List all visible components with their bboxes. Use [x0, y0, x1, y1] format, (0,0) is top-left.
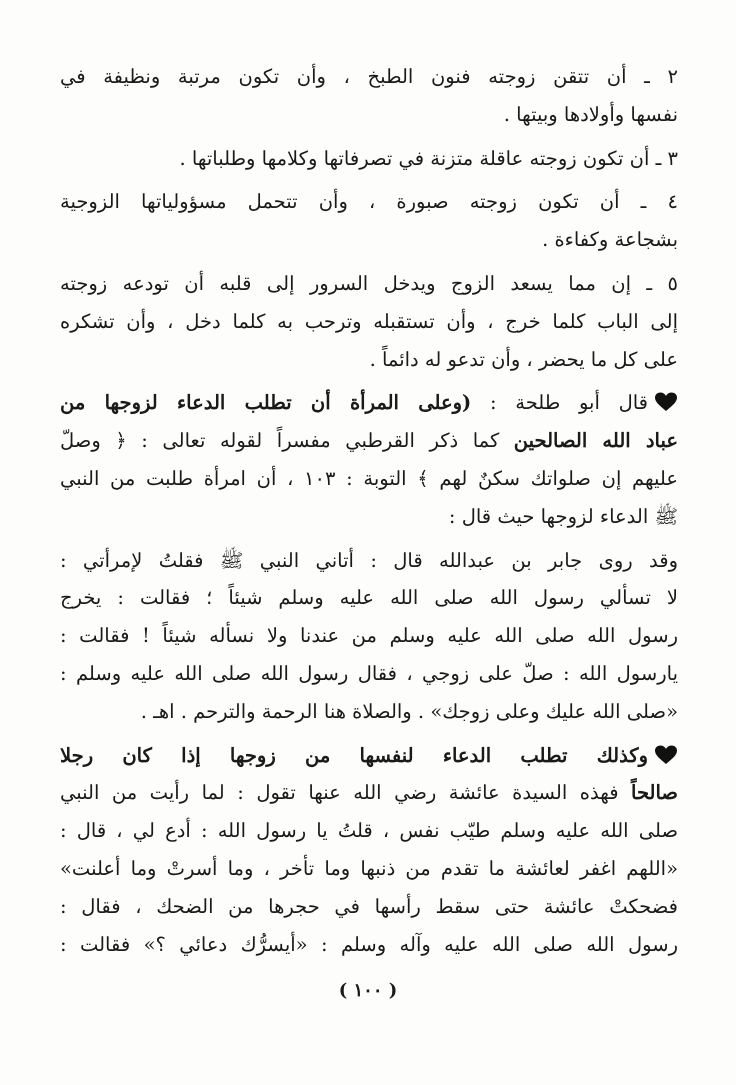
bold-text-segment: وكذلك تطلب الدعاء لنفسها من زوجها إذا كان رجلا	[60, 743, 648, 767]
text-line: صلى الله عليه وسلم طيّب نفس ، قلتُ يا رسول الله : أدع لي ، قال :	[60, 819, 678, 843]
text-line: نفسها وأولادها وبيتها .	[503, 102, 678, 126]
text-line: ﷺ الدعاء لزوجها حيث قال :	[448, 504, 678, 528]
page-number: ( ١٠٠ )	[338, 980, 398, 1001]
text-line: يارسول الله : صلّ على زوجي ، فقال رسول الله صلى الله عليه وسلم :	[60, 661, 678, 685]
text-segment: قال أبو طلحة :	[471, 391, 649, 415]
text-line: ٢ ـ أن تتقن زوجته فنون الطبخ ، وأن تكون مرتبة ونظيفة في	[60, 65, 678, 88]
bold-text-segment: (وعلى المرأة أن تطلب الدعاء لزوجها من	[60, 391, 472, 415]
text-line: «اللهم اغفر لعائشة ما تقدم من ذنبها وما تأخر ، وما أسرتْ وما أعلنت»	[60, 856, 678, 880]
document-body	[60, 58, 678, 963]
text-line: بشجاعة وكفاءة .	[542, 228, 678, 252]
text-segment: كما ذكر القرطبي مفسراً لقوله تعالى : ﴿ وصلّ	[60, 429, 514, 453]
text-line	[60, 774, 678, 812]
text-line: ٤ ـ أن تكون زوجته صبورة ، وأن تتحمل مسؤولياتها الزوجية	[60, 190, 678, 214]
text-line: ٣ ـ أن تكون زوجته عاقلة متزنة في تصرفاتها وكلامها وطلباتها .	[179, 146, 678, 170]
text-line: رسول الله صلى الله عليه وآله وسلم : «أيسرُّك دعائي ؟» فقالت :	[60, 932, 678, 956]
text-line: رسول الله صلى الله عليه وسلم من عندنا ولا نسأله شيئاً ! فقالت :	[60, 624, 678, 648]
bold-text-segment: عباد الله الصالحين	[513, 429, 678, 453]
text-line	[60, 737, 678, 775]
text-line: وقد روى جابر بن عبدالله قال : أتاني النبي ﷺ فقلتُ لإمرأتي :	[60, 548, 678, 572]
text-line: ٥ ـ إن مما يسعد الزوج ويدخل السرور إلى قلبه أن تودعه زوجته	[60, 271, 678, 295]
text-line: عليهم إن صلواتك سكنٌ لهم ﴾ التوبة : ١٠٣ ، أن امرأة طلبت من النبي	[60, 466, 678, 490]
text-line: على كل ما يحضر ، وأن تدعو له دائماً .	[369, 347, 678, 371]
text-line: «صلى الله عليك وعلى زوجك» . والصلاة هنا الرحمة والترحم . اهـ .	[140, 699, 678, 723]
text-line: إلى الباب كلما خرج ، وأن تستقبله وترحب به كلما دخل ، وأن تشكره	[60, 309, 678, 333]
text-line: لا تسألي رسول الله صلى الله عليه وسلم شيئاً ؛ فقالت : يخرج	[60, 586, 678, 610]
text-line	[60, 384, 678, 422]
heart-icon	[654, 392, 678, 412]
text-line: فضحكتْ عائشة حتى سقط رأسها في حجرها من الضحك ، فقال :	[60, 894, 678, 918]
text-segment: فهذه السيدة عائشة رضي الله عنها تقول : لما رأيت من النبي	[60, 781, 632, 805]
heart-icon	[654, 745, 678, 765]
bold-text-segment: صالحاً	[631, 781, 678, 805]
text-line	[60, 422, 678, 460]
